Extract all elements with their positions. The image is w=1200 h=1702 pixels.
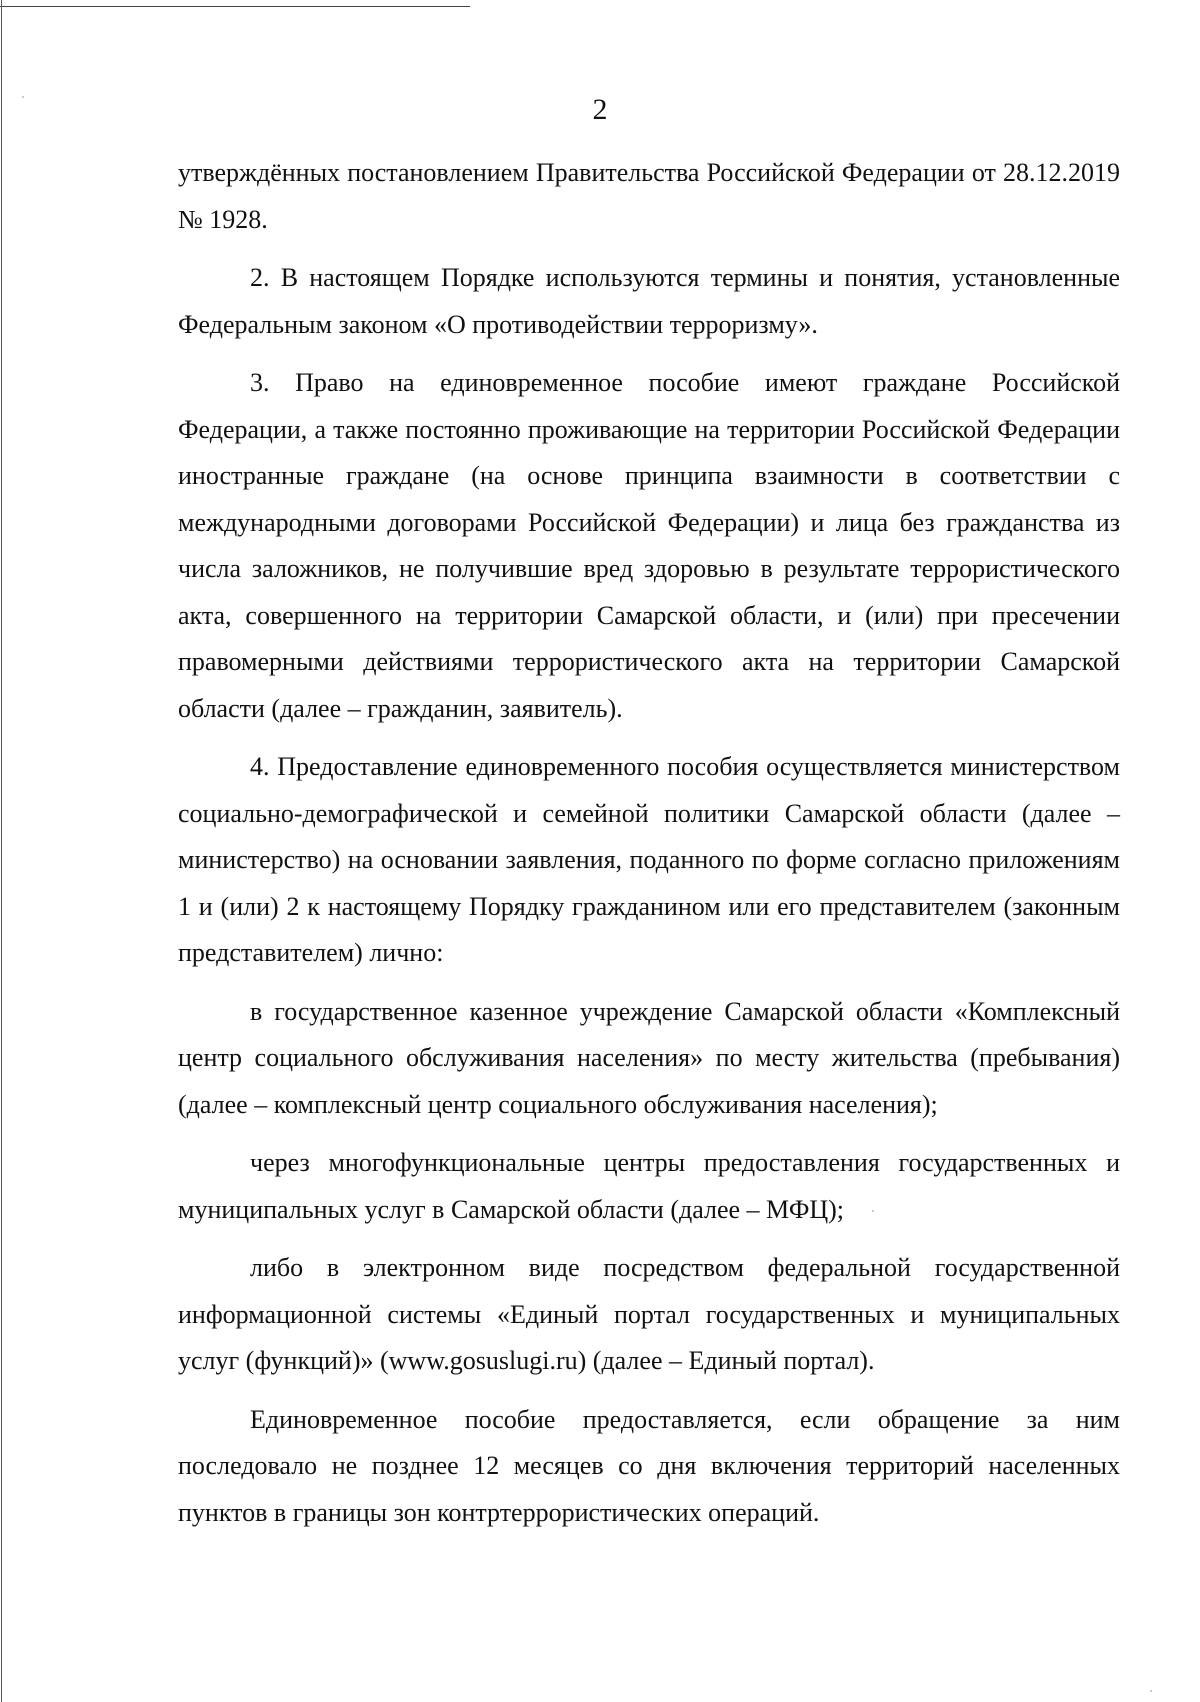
paragraph-4-provision: 4. Предоставление единовременного пособия осуществляется министерством социально-демографической и семейной политики Самарской области (далее – министерство) на основании заявления, поданного по форме согласно приложениям 1 и (или) 2 к настоящему Порядку гражданином или его представителем (законным представителем) лично:	[178, 752, 1120, 967]
scan-edge-left	[1, 0, 2, 1702]
paragraph-complex-center: в государственное казенное учреждение Самарской области «Комплексный центр социального обслуживания населения» по месту жительства (пребывания) (далее – комплексный центр социального обслуживания населения);	[178, 996, 1120, 1119]
paragraph-2-terms: 2. В настоящем Порядке используются термины и понятия, установленные Федеральным законом «О противодействии терроризму».	[178, 263, 1120, 339]
page-number: 2	[592, 93, 608, 126]
document-body	[178, 150, 1120, 1548]
paragraph-3-eligibility: 3. Право на единовременное пособие имеют граждане Российской Федерации, а также постоянно проживающие на территории Российской Федерации иностранные граждане (на основе принципа взаимности в соответствии с международными договорами Российской Федерации) и лица без гражданства из числа заложников, не получившие вред здоровью в результате террористического акта, совершенного на территории Самарской области, и (или) при пресечении правомерными действиями террористического акта на территории Самарской области (далее – гражданин, заявитель).	[178, 368, 1120, 723]
paragraph-unified-portal: либо в электронном виде посредством федеральной государственной информационной системы «Единый портал государственных и муниципальных услуг (функций)» (www.gosuslugi.ru) (далее – Единый портал).	[178, 1253, 1120, 1375]
scan-speck	[872, 1210, 874, 1212]
scan-speck	[1150, 1690, 1152, 1692]
paragraph-continuation: утверждённых постановлением Правительства Российской Федерации от 28.12.2019 № 1928.	[178, 158, 1120, 234]
scan-speck	[22, 96, 24, 98]
scan-edge-top	[0, 6, 470, 7]
paragraph-mfc: через многофункциональные центры предоставления государственных и муниципальных услуг в Самарской области (далее – МФЦ);	[178, 1148, 1120, 1224]
paragraph-deadline: Единовременное пособие предоставляется, если обращение за ним последовало не позднее 12 месяцев со дня включения территорий населенных пунктов в границы зон контртеррористических операций.	[178, 1404, 1120, 1527]
